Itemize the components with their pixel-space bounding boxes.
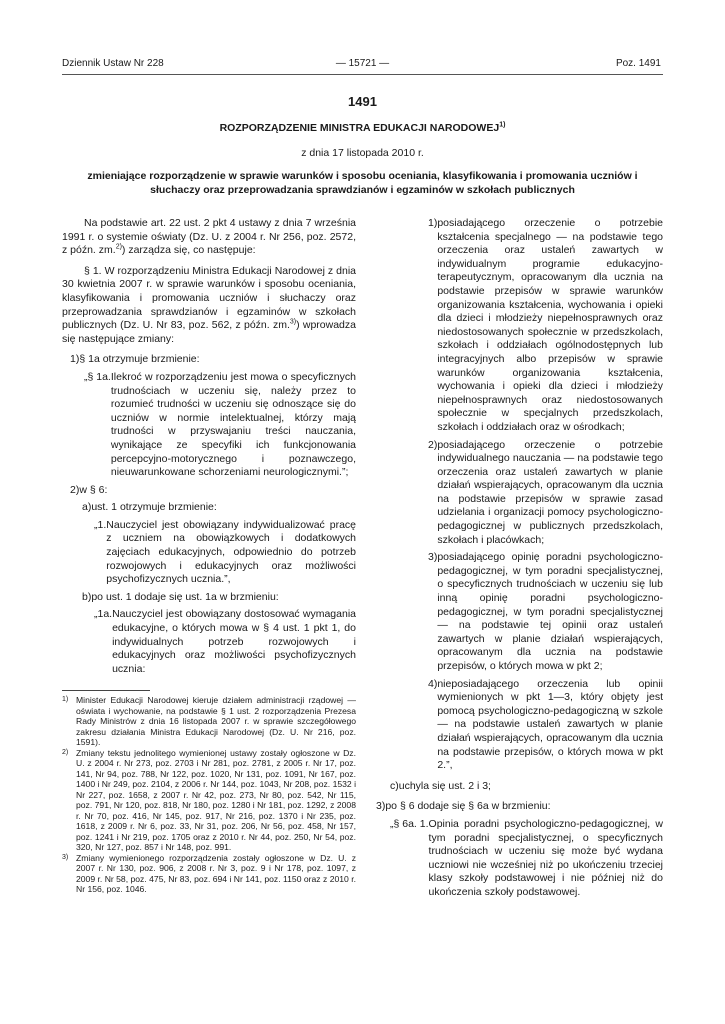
list-point-4 <box>376 678 663 773</box>
item-label: 2) <box>428 438 438 451</box>
item-label: 4) <box>428 677 438 690</box>
item-text: nieposiadającego orzeczenia lub opinii wymienionych w pkt 1—3, który objęty jest pomocą psychologiczno-pedagogiczną w szkole — na podstawie ustaleń zawartych w planie działań wspierających, opracowanym dla ucznia na podstawie przepisów, o których mowa w pkt 2.”, <box>437 677 663 772</box>
paragraph-1-text-end: ) wprowadza się następujące zmiany: <box>62 319 356 345</box>
amendment-item-1 <box>62 353 356 367</box>
quote-ust-1 <box>62 519 356 587</box>
item-label: 3) <box>428 551 438 564</box>
item-label: 1) <box>70 353 80 366</box>
item-label: 1) <box>428 217 438 229</box>
quote-text: Ilekroć w rozporządzeniu jest mowa o specyficznych trudnościach w uczeniu się, należy przez to rozumieć trudności w uczeniu się odnoszące się do uczniów w normie intelektualnej, którzy mają trudności w przyswajaniu treści nauczania, wynikające ze specyfiki ich funkcjonowania percepcyjno-motorycznego i poznawczego, nieuwarunkowane schorzeniami neurologicznymi.”; <box>110 370 356 479</box>
footnote-label: 3) <box>62 853 69 861</box>
item-label: c) <box>390 779 399 792</box>
footnote-text: Minister Edukacji Narodowej kieruje działem administracji rządowej — oświata i wychowanie, na podstawie § 1 ust. 2 rozporządzenia Prezesa Rady Ministrów z dnia 16 listopada 2007 r. w sprawie szczegółowego zakresu działania Ministra Edukacji Narodowej (Dz. U. Nr 216, poz. 1591). <box>76 695 356 748</box>
paragraph-1-text: § 1. W rozporządzeniu Ministra Edukacji Narodowej z dnia 30 kwietnia 2007 r. w sprawie warunków i sposobu oceniania, klasyfikowania i promowania uczniów i słuchaczy oraz przeprowadzania sprawdzianów i egzaminów w szkołach publicznych (Dz. U. Nr 83, poz. 562, z późn. zm. <box>62 264 356 332</box>
item-text: po ust. 1 dodaje się ust. 1a w brzmieniu: <box>91 590 279 603</box>
quote-par-1a <box>62 371 356 480</box>
quote-label: „1a. <box>94 608 113 621</box>
item-label: 2) <box>70 483 80 496</box>
list-point-1 <box>376 217 663 435</box>
quote-ust-1a <box>62 608 356 676</box>
item-label: b) <box>82 590 92 603</box>
act-number: 1491 <box>348 94 377 109</box>
footnote-ref-2: 2) <box>115 243 122 251</box>
right-column <box>376 217 663 900</box>
item-label: a) <box>82 501 92 514</box>
position-number: Poz. 1491 <box>615 58 661 69</box>
item-text: posiadającego orzeczenie o potrzebie kształcenia specjalnego — na podstawie tego orzeczenia oraz ustaleń zawartych w indywidualnym programie edukacyjno-terapeutycznym, opracowanym dla ucznia na podstawie przepisów w sprawie warunków organizowania kształcenia, wychowania i opieki dla dzieci i młodzieży niepełnosprawnych oraz niedostosowanych społecznie w przedszkolach, szkołach i oddziałach ogólnodostępnych lub integracyjnych albo przepisów w sprawie warunków organizowania kształcenia, wychowania i opieki dla dzieci i młodzieży niepełnosprawnych oraz niedostosowanych społecznie w specjalnych przedszkolach, szkołach i oddziałach oraz w ośrodkach; <box>437 217 663 433</box>
quote-par-6a <box>376 818 663 900</box>
footnote-divider <box>62 690 150 691</box>
quote-text: Nauczyciel jest obowiązany dostosować wymagania edukacyjne, o których mowa w § 4 ust. 1 pkt 1, do indywidualnych potrzeb rozwojowych i edukacyjnych oraz możliwości psychofizycznych ucznia: <box>112 608 356 675</box>
quote-label: „§ 1a. <box>84 370 111 383</box>
item-text: uchyla się ust. 2 i 3; <box>398 779 491 792</box>
item-text: ust. 1 otrzymuje brzmienie: <box>91 501 217 514</box>
list-point-2 <box>376 439 663 548</box>
quote-label: „1. <box>94 518 107 531</box>
paragraph-1 <box>62 265 356 347</box>
footnote-ref-1: 1) <box>499 121 506 129</box>
footnote-ref-3: 3) <box>289 318 297 326</box>
quote-text: Nauczyciel jest obowiązany indywidualizować pracę z uczniem na obowiązkowych i dodatkowych zajęciach edukacyjnych, odpowiednio do potrzeb rozwojowych i edukacyjnych oraz możliwości psychofizycznych ucznia.”, <box>106 518 356 586</box>
act-date: z dnia 17 listopada 2010 r. <box>301 147 424 159</box>
quote-text: Opinia poradni psychologiczno-pedagogicznej, w tym poradni specjalistycznej, o specyficznych trudnościach w uczeniu się może być wydana uczniowi nie wcześniej niż po ukończeniu trzeciej klasy szkoły podstawowej i nie później niż do ukończenia szkoły podstawowej. <box>428 817 663 898</box>
sub-item-c <box>376 780 663 794</box>
item-text: posiadającego orzeczenie o potrzebie indywidualnego nauczania — na podstawie tego orzeczenia oraz ustaleń zawartych w planie działań wspierających, opracowanym dla ucznia na podstawie przepisów w sprawie zasad udzielania i organizacji pomocy psychologiczno-pedagogicznej w publicznych przedszkolach, szkołach i placówkach; <box>437 438 663 546</box>
item-text: w § 6: <box>79 483 108 496</box>
act-title <box>62 122 663 134</box>
sub-item-a <box>62 501 356 515</box>
item-text: § 1a otrzymuje brzmienie: <box>79 353 200 366</box>
left-column <box>62 217 356 895</box>
footnote-1 <box>62 695 356 748</box>
legal-basis-text: Na podstawie art. 22 ust. 2 pkt 4 ustawy z dnia 7 września 1991 r. o systemie oświaty (Dz. U. z 2004 r. Nr 256, poz. 2572, z późn. zm. <box>62 217 356 257</box>
quote-label: „§ 6a. 1. <box>390 817 429 830</box>
act-title-text: ROZPORZĄDZENIE MINISTRA EDUKACJI NARODOWEJ <box>219 122 500 134</box>
page-number: — 15721 — <box>335 58 390 69</box>
footnote-text: Zmiany wymienionego rozporządzenia zostały ogłoszone w Dz. U. z 2007 r. Nr 130, poz. 906, z 2008 r. Nr 3, poz. 9 i Nr 178, poz. 1097, z 2009 r. Nr 58, poz. 475, Nr 83, poz. 694 i Nr 141, poz. 1150 oraz z 2010 r. Nr 156, poz. 1046. <box>76 852 356 895</box>
header-divider <box>62 74 663 75</box>
amendment-item-2 <box>62 484 356 498</box>
sub-item-b <box>62 591 356 605</box>
journal-name: Dziennik Ustaw Nr 228 <box>62 58 164 69</box>
footnote-text: Zmiany tekstu jednolitego wymienionej ustawy zostały ogłoszone w Dz. U. z 2004 r. Nr 273, poz. 2703 i Nr 281, poz. 2781, z 2005 r. Nr 17, poz. 141, Nr 94, poz. 788, Nr 122, poz. 1020, Nr 131, poz. 1091, Nr 167, poz. 1400 i Nr 249, poz. 2104, z 2006 r. Nr 144, poz. 1043, Nr 208, poz. 1532 i Nr 227, poz. 1658, z 2007 r. Nr 42, poz. 273, Nr 80, poz. 542, Nr 115, poz. 791, Nr 120, poz. 818, Nr 180, poz. 1280 i Nr 181, poz. 1292, z 2008 r. Nr 70, poz. 416, Nr 145, poz. 917, Nr 216, poz. 1370 i Nr 235, poz. 1618, z 2009 r. Nr 6, poz. 33, Nr 31, poz. 206, Nr 56, poz. 458, Nr 157, poz. 1241 i Nr 219, poz. 1705 oraz z 2010 r. Nr 44, poz. 250, Nr 54, poz. 320, Nr 127, poz. 857 i Nr 148, poz. 991. <box>76 747 356 853</box>
footnote-2 <box>62 748 356 853</box>
act-subtitle: zmieniające rozporządzenie w sprawie warunków i sposobu oceniania, klasyfikowania i promowania uczniów i słuchaczy oraz przeprowadzania sprawdzianów i egzaminów w szkołach publicznych <box>87 170 638 196</box>
footnote-label: 2) <box>62 748 69 756</box>
footnote-3 <box>62 853 356 895</box>
item-text: po § 6 dodaje się § 6a w brzmieniu: <box>385 800 551 813</box>
legal-basis <box>62 217 356 258</box>
legal-basis-text-end: ) zarządza się, co następuje: <box>121 244 256 257</box>
footnote-label: 1) <box>62 696 69 704</box>
amendment-item-3 <box>376 800 663 814</box>
item-label: 3) <box>376 800 386 813</box>
list-point-3 <box>376 551 663 673</box>
item-text: posiadającego opinię poradni psychologiczno-pedagogicznej, w tym poradni specjalistycznej, o specyficznych trudnościach w uczeniu się lub inną opinię poradni psychologiczno-pedagogicznej, w tym poradni specjalistycznej — na podstawie tej opinii oraz ustaleń zawartych w planie działań wspierających, opracowanym dla ucznia na podstawie przepisów, o których mowa w pkt 2; <box>437 551 663 672</box>
